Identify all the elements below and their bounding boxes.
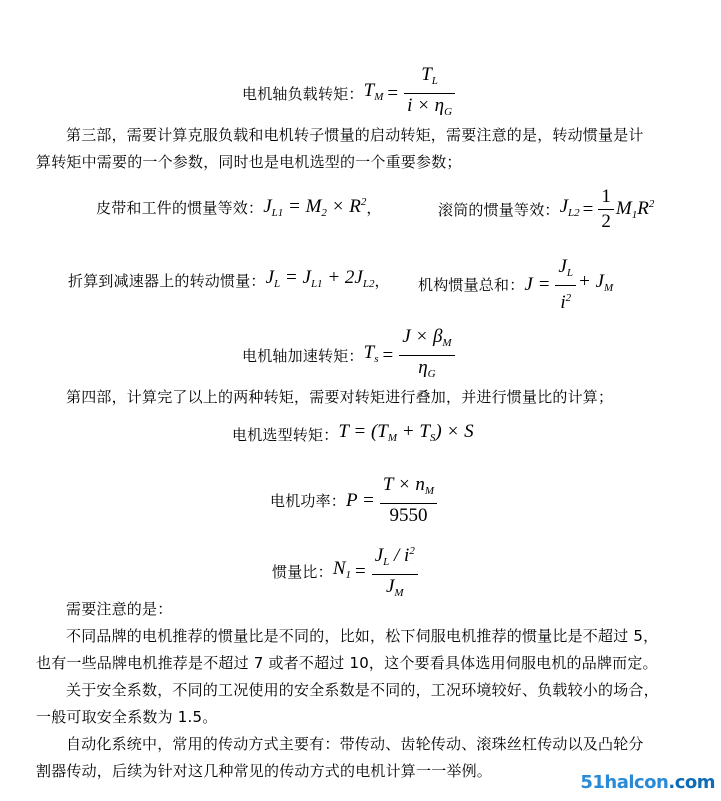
fraction-numerator: $T_L$ bbox=[404, 64, 455, 94]
paragraph-line: 不同品牌的电机推荐的惯量比是不同的，比如，松下伺服电机推荐的惯量比是不超过 5， bbox=[66, 627, 659, 645]
formula-reducer-inertia bbox=[68, 268, 390, 294]
paragraph-line: 算转矩中需要的一个参数，同时也是电机选型的一个重要参数； bbox=[36, 153, 462, 171]
formula-expression: $J_{L1} = M_2 \times R^2$ bbox=[263, 196, 367, 219]
fraction bbox=[598, 186, 614, 233]
fraction-denominator: $i \times \eta_G$ bbox=[407, 95, 453, 118]
fraction-denominator: 2 bbox=[601, 211, 611, 232]
fraction-denominator: $J_M$ bbox=[385, 576, 404, 599]
paragraph-part4 bbox=[66, 384, 613, 411]
fraction bbox=[372, 540, 418, 604]
formula-tail: $M_1R^2$ bbox=[615, 198, 655, 221]
fraction-numerator: $T \times n_M$ bbox=[380, 474, 437, 504]
equals-sign: = bbox=[382, 344, 394, 366]
formula-power bbox=[270, 474, 439, 527]
formula-lhs: $T_s$ bbox=[363, 341, 379, 365]
formula-tail: + $J_M$ bbox=[577, 271, 614, 294]
formula-trailing-comma: ， bbox=[374, 272, 390, 290]
formula-lhs: J = bbox=[524, 274, 551, 295]
paragraph-line: 自动化系统中，常用的传动方式主要有：带传动、齿轮传动、滚珠丝杠传动以及凸轮分 bbox=[66, 735, 644, 753]
formula-label: 电机选型转矩： bbox=[232, 426, 339, 444]
formula-selection-torque bbox=[232, 422, 474, 448]
formula-label: 惯量比： bbox=[272, 563, 333, 581]
formula-label: 电机功率： bbox=[270, 491, 347, 510]
fraction-denominator: $i^2$ bbox=[560, 292, 572, 313]
fraction-numerator: 1 bbox=[598, 186, 614, 210]
formula-lhs: $T_M$ bbox=[363, 79, 384, 103]
paragraph-line: 割器传动，后续为针对这几种常见的传动方式的电机计算一一举例。 bbox=[36, 762, 493, 780]
notes-section bbox=[36, 596, 659, 785]
paragraph-line: 一般可取安全系数为 1.5。 bbox=[36, 708, 218, 726]
formula-lhs: $N_1$ bbox=[332, 558, 351, 581]
equals-sign: = bbox=[582, 198, 594, 220]
formula-label: 电机轴负载转矩： bbox=[242, 84, 364, 103]
equals-sign: = bbox=[355, 561, 366, 582]
fraction bbox=[380, 474, 437, 527]
formula-expression: $J_L = J_{L1} + 2J_{L2}$ bbox=[265, 267, 375, 290]
formula-label: 滚筒的惯量等效： bbox=[438, 200, 560, 219]
equals-sign: = bbox=[387, 82, 399, 104]
formula-lhs: P = bbox=[346, 489, 375, 511]
formula-label: 机构惯量总和： bbox=[418, 276, 525, 294]
formula-label: 电机轴加速转矩： bbox=[242, 346, 364, 365]
fraction-denominator: $\eta_G$ bbox=[418, 357, 436, 380]
formula-label: 折算到减速器上的转动惯量： bbox=[68, 272, 266, 290]
paragraph-line: 第四部，计算完了以上的两种转矩，需要对转矩进行叠加，并进行惯量比的计算； bbox=[66, 388, 614, 406]
fraction bbox=[404, 64, 455, 123]
fraction-denominator: 9550 bbox=[389, 505, 428, 526]
formula-motor-load-torque bbox=[242, 64, 457, 123]
formula-label: 皮带和工件的惯量等效： bbox=[96, 198, 264, 217]
notes-heading: 需要注意的是： bbox=[66, 600, 173, 618]
formula-accel-torque bbox=[242, 326, 457, 385]
formula-belt-inertia bbox=[96, 192, 382, 223]
fraction-numerator: $J \times \beta_M$ bbox=[399, 326, 454, 356]
formula-lhs: $J_{L2}$ bbox=[559, 195, 580, 219]
formula-total-inertia bbox=[418, 256, 613, 314]
paragraph-line: 第三部，需要计算克服负载和电机转子惯量的启动转矩，需要注意的是，转动惯量是计 bbox=[66, 126, 644, 144]
fraction bbox=[555, 256, 576, 314]
paragraph-line: 关于安全系数，不同的工况使用的安全系数是不同的，工况环境较好、负载较小的场合， bbox=[66, 681, 659, 699]
fraction-numerator: $J_L$ bbox=[555, 256, 576, 286]
formula-inertia-ratio bbox=[272, 540, 420, 604]
formula-expression: $T = (T_M + T_S) \times S$ bbox=[338, 421, 474, 444]
formula-trailing-comma: ， bbox=[366, 198, 382, 217]
formula-roller-inertia bbox=[438, 186, 654, 233]
fraction bbox=[399, 326, 454, 385]
fraction-numerator: $J_L / i^2$ bbox=[372, 540, 418, 575]
paragraph-line: 也有一些品牌电机推荐是不超过 7 或者不超过 10，这个要看具体选用伺服电机的品牌而定。 bbox=[36, 654, 658, 672]
paragraph-part3 bbox=[36, 122, 644, 176]
site-watermark: 51halcon.com bbox=[580, 772, 715, 793]
